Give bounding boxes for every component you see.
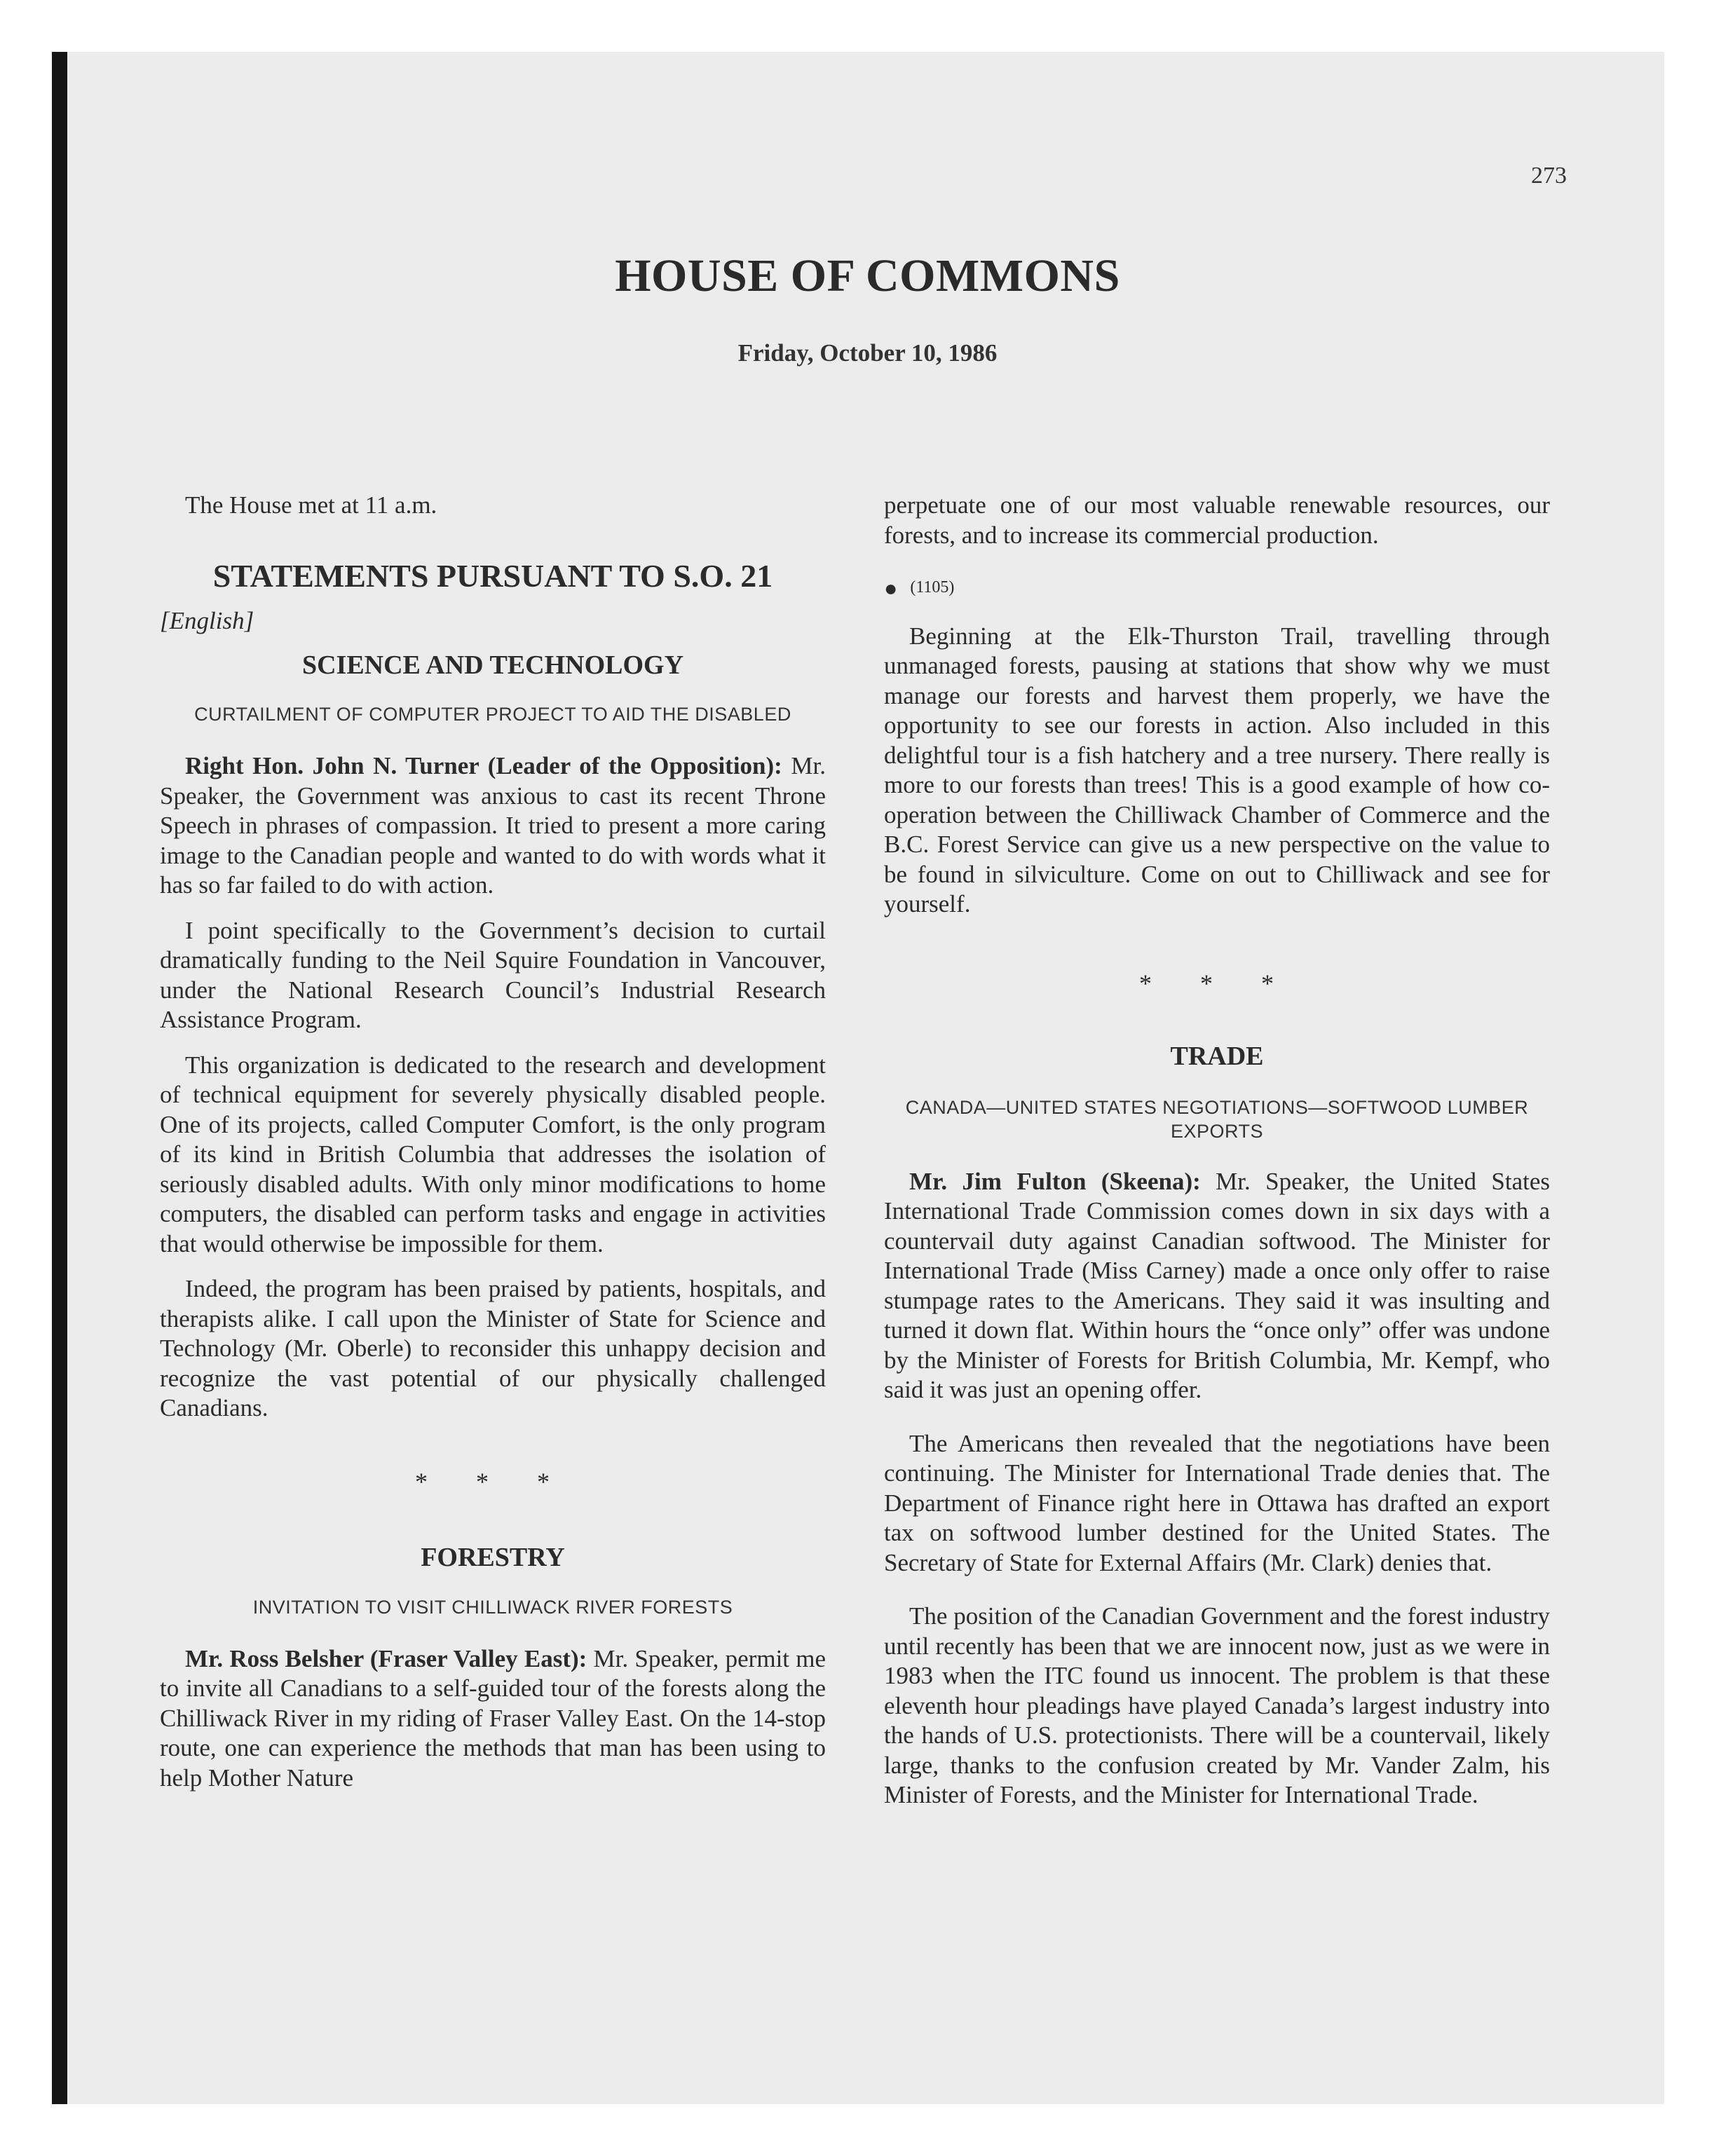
paragraph: The position of the Canadian Government and the forest industry until recently has been that we are innocent now, just as we were in 1983 when the ITC found us innocent. The problem is that these eleventh hour pleadings have played Canada’s largest industry into the hands of U.S. protectionists. There will be a countervail, likely large, thanks to the confusion created by Mr. Vander Zalm, his Minister of Forests, and the Minister for International Trade. bbox=[884, 1602, 1550, 1809]
sitting-date: Friday, October 10, 1986 bbox=[737, 339, 998, 367]
section-heading: STATEMENTS PURSUANT TO S.O. 21 bbox=[212, 557, 773, 594]
forestry-heading: FORESTRY bbox=[421, 1543, 565, 1572]
speaker-name: Mr. Jim Fulton (Skeena): bbox=[909, 1167, 1201, 1195]
paragraph: The Americans then revealed that the negotiations have been continuing. The Minister for International Trade denies that. The Department of Finance right here in Ottawa has drafted an export tax on softwood lumber destined for the United States. The Secretary of State for External Affairs (Mr. Clark) denies that. bbox=[884, 1429, 1550, 1576]
trade-subheading: CANADA—UNITED STATES NEGOTIATIONS—SOFTWOOD LUMBER EXPORTS bbox=[905, 1096, 1529, 1142]
science-subheading: CURTAILMENT OF COMPUTER PROJECT TO AID THE DISABLED bbox=[194, 704, 791, 725]
left-column bbox=[160, 491, 826, 1793]
speaker-name: Mr. Ross Belsher (Fraser Valley East): bbox=[185, 1644, 587, 1672]
continued-paragraph: perpetuate one of our most valuable renewable resources, our forests, and to increase its commercial production. bbox=[884, 491, 1550, 549]
page-number: 273 bbox=[1531, 163, 1567, 189]
time-stamp: (1105) bbox=[910, 578, 955, 596]
speaker-name: Right Hon. John N. Turner (Leader of the Opposition): bbox=[185, 752, 782, 779]
paragraph: I point specifically to the Government’s decision to curtail dramatically funding to the Neil Squire Foundation in Vancouver, under the National Research Council’s Industrial Research Assistance Program. bbox=[160, 916, 826, 1033]
science-heading: SCIENCE AND TECHNOLOGY bbox=[301, 650, 684, 680]
statement-text: Mr. Speaker, permit me to invite all Canadians to a self-guided tour of the forests along the Chilliwack River in my riding of Fraser Valley East. On the 14-stop route, one can experience the methods that man has been using to help Mother Nature bbox=[160, 1644, 826, 1792]
paragraph: Beginning at the Elk-Thurston Trail, travelling through unmanaged forests, pausing at stations that show why we must manage our forests and harvest them properly, we have the opportunity to see our forests in action. Also included in this delightful tour is a fish hatchery and a tree nursery. There really is more to our forests than trees! This is a good example of how co-operation between the Chilliwack Chamber of Commerce and the B.C. Forest Service can give us a new perspective on the value to be found in silviculture. Come on out to Chilliwack and see for yourself. bbox=[884, 622, 1550, 918]
section-separator: * * * bbox=[1139, 969, 1295, 997]
page-title: HOUSE OF COMMONS bbox=[615, 250, 1120, 301]
bullet-icon: ● bbox=[884, 575, 898, 601]
turner-statement bbox=[160, 751, 826, 901]
statement-text: Mr. Speaker, the Government was anxious to cast its recent Throne Speech in phrases of compassion. It tried to present a more caring image to the Canadian people and wanted to do with words what it has so far failed to do with action. bbox=[160, 752, 826, 899]
forestry-subheading: INVITATION TO VISIT CHILLIWACK RIVER FORESTS bbox=[252, 1596, 733, 1618]
paragraph: Indeed, the program has been praised by patients, hospitals, and therapists alike. I call upon the Minister of State for Science and Technology (Mr. Oberle) to reconsider this unhappy decision and recognize the vast potential of our physically challenged Canadians. bbox=[160, 1275, 826, 1421]
paragraph: This organization is dedicated to the research and development of technical equipment for severely physically disabled people. One of its projects, called Computer Comfort, is the only program of its kind in British Columbia that addresses the isolation of seriously disabled adults. With only minor modifications to home computers, the disabled can perform tasks and engage in activities that would otherwise be impossible for them. bbox=[160, 1051, 826, 1257]
language-tag: [English] bbox=[160, 607, 254, 634]
section-separator: * * * bbox=[415, 1467, 571, 1496]
time-marker bbox=[884, 573, 1550, 603]
opening-line: The House met at 11 a.m. bbox=[185, 491, 437, 519]
fulton-statement bbox=[884, 1167, 1550, 1405]
masthead bbox=[0, 250, 1735, 367]
statement-text: Mr. Speaker, the United States International Trade Commission comes down in six days with a countervail duty against Canadian softwood. The Minister for International Trade (Miss Carney) made a once only offer to raise stumpage rates to the Americans. They said it was insulting and turned it down flat. Within hours the “once only” offer was undone by the Minister of Forests for British Columbia, Mr. Kempf, who said it was just an opening offer. bbox=[884, 1167, 1551, 1404]
belsher-statement bbox=[160, 1644, 826, 1794]
right-column bbox=[884, 491, 1550, 1810]
trade-heading: TRADE bbox=[1170, 1042, 1264, 1072]
